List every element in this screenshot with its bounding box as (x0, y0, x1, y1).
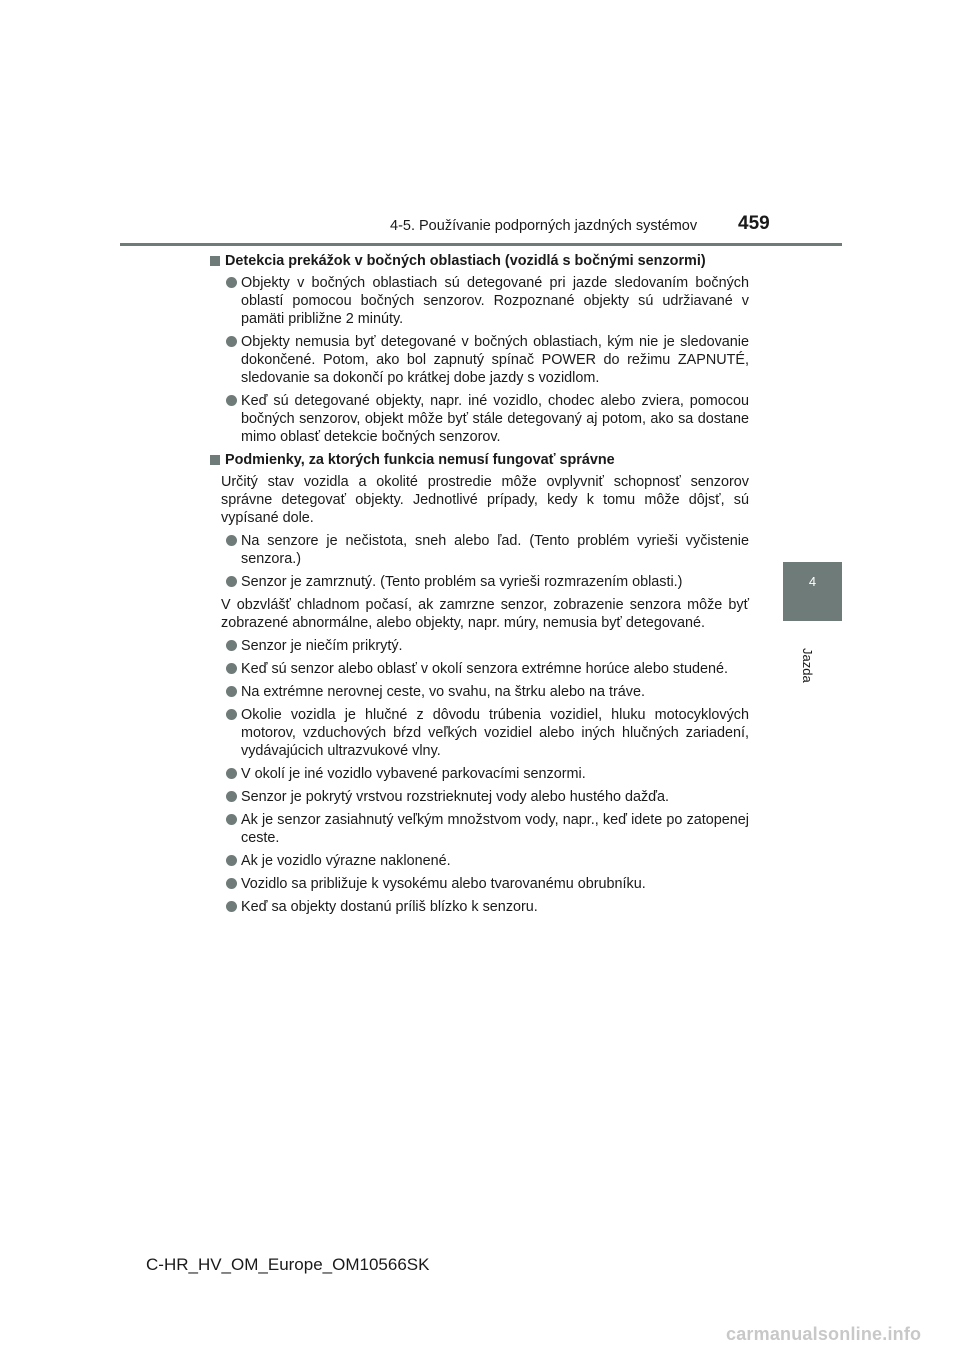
list-item (209, 765, 749, 783)
round-bullet-icon (226, 640, 237, 651)
page-content (209, 252, 749, 921)
list-item-text: Keď sú senzor alebo oblasť v okolí senzora extrémne horúce alebo studené. (241, 661, 729, 677)
square-bullet-icon (210, 455, 220, 465)
round-bullet-icon (226, 855, 237, 866)
section-side-detection (209, 252, 749, 446)
document-code: C-HR_HV_OM_Europe_OM10566SK (146, 1255, 430, 1274)
list-item-text: Okolie vozidla je hlučné z dôvodu trúbenia vozidiel, hluku motocyklových motorov, vzduchových bŕzd veľkých vozidiel alebo iných hlučných zariadení, vydávajúcich ultrazvukové vlny. (241, 707, 749, 759)
list-item (209, 788, 749, 806)
round-bullet-icon (226, 791, 237, 802)
list-item-text: Keď sa objekty dostanú príliš blízko k senzoru. (241, 899, 538, 915)
round-bullet-icon (226, 576, 237, 587)
list-item (209, 898, 749, 916)
chapter-number: 4 (808, 574, 817, 589)
list-item (209, 706, 749, 760)
round-bullet-icon (226, 395, 237, 406)
list-item (209, 274, 749, 328)
round-bullet-icon (226, 878, 237, 889)
list-item (209, 333, 749, 387)
round-bullet-icon (226, 709, 237, 720)
chapter-tab[interactable] (783, 562, 842, 621)
round-bullet-icon (226, 336, 237, 347)
square-bullet-icon (210, 256, 220, 266)
list-item-text: Objekty v bočných oblastiach sú detegované pri jazde sledovaním bočných oblastí pomocou bočných senzorov. Rozpoznané objekty sú udržiavané v pamäti približne 2 minúty. (241, 275, 749, 327)
section-heading (209, 451, 749, 469)
section-title: 4-5. Používanie podporných jazdných systémov (390, 218, 698, 234)
section-heading (209, 252, 749, 270)
note-paragraph: V obzvlášť chladnom počasí, ak zamrzne senzor, zobrazenie senzora môže byť zobrazené abnormálne, alebo objekty, napr. múry, nemusia byť detegované. (221, 597, 749, 631)
list-item-text: Ak je senzor zasiahnutý veľkým množstvom vody, napr., keď idete po zatopenej ceste. (241, 812, 749, 846)
round-bullet-icon (226, 901, 237, 912)
round-bullet-icon (226, 535, 237, 546)
list-item (209, 573, 749, 591)
section-heading-text: Detekcia prekážok v bočných oblastiach (vozidlá s bočnými senzormi) (225, 253, 706, 269)
list-item-text: Senzor je zamrznutý. (Tento problém sa vyrieši rozmrazením oblasti.) (241, 574, 683, 590)
round-bullet-icon (226, 768, 237, 779)
intro-paragraph: Určitý stav vozidla a okolité prostredie môže ovplyvniť schopnosť senzorov správne detegovať objekty. Jednotlivé prípady, kedy k tomu môže dôjsť, sú vypísané dole. (221, 474, 749, 526)
section-conditions (209, 451, 749, 916)
section-heading-text: Podmienky, za ktorých funkcia nemusí fungovať správne (225, 452, 615, 468)
page-number: 459 (738, 213, 770, 234)
list-item-text: Na extrémne nerovnej ceste, vo svahu, na štrku alebo na tráve. (241, 684, 645, 700)
list-item (209, 875, 749, 893)
round-bullet-icon (226, 686, 237, 697)
chapter-label: Jazda (800, 648, 815, 683)
list-item-text: Keď sú detegované objekty, napr. iné vozidlo, chodec alebo zviera, pomocou bočných senzorov, objekt môže byť stále detegovaný aj potom, ako sa dostane mimo oblasť detekcie bočných senzorov. (241, 393, 749, 445)
list-item-text: Senzor je pokrytý vrstvou rozstrieknutej vody alebo hustého dažďa. (241, 789, 669, 805)
list-item-text: Objekty nemusia byť detegované v bočných oblastiach, kým nie je sledovanie dokončené. Potom, ako bol zapnutý spínač POWER do režimu ZAPNUTÉ, sledovanie sa dokončí po krátkej dobe jazdy s vozidlom. (241, 334, 749, 386)
list-item-text: Ak je vozidlo výrazne naklonené. (241, 853, 451, 869)
list-item-text: Vozidlo sa približuje k vysokému alebo tvarovanému obrubníku. (241, 876, 646, 892)
list-item-text: Na senzore je nečistota, sneh alebo ľad. (Tento problém vyrieši vyčistenie senzora.) (241, 533, 749, 567)
list-item-text: V okolí je iné vozidlo vybavené parkovacími senzormi. (241, 766, 586, 782)
list-item (209, 811, 749, 847)
list-item (209, 392, 749, 446)
list-item (209, 852, 749, 870)
round-bullet-icon (226, 663, 237, 674)
list-item (209, 532, 749, 568)
header-divider (120, 243, 842, 246)
list-item (209, 660, 749, 678)
round-bullet-icon (226, 277, 237, 288)
list-item (209, 683, 749, 701)
watermark: carmanualsonline.info (726, 1324, 922, 1344)
list-item-text: Senzor je niečím prikrytý. (241, 638, 403, 654)
list-item (209, 637, 749, 655)
round-bullet-icon (226, 814, 237, 825)
